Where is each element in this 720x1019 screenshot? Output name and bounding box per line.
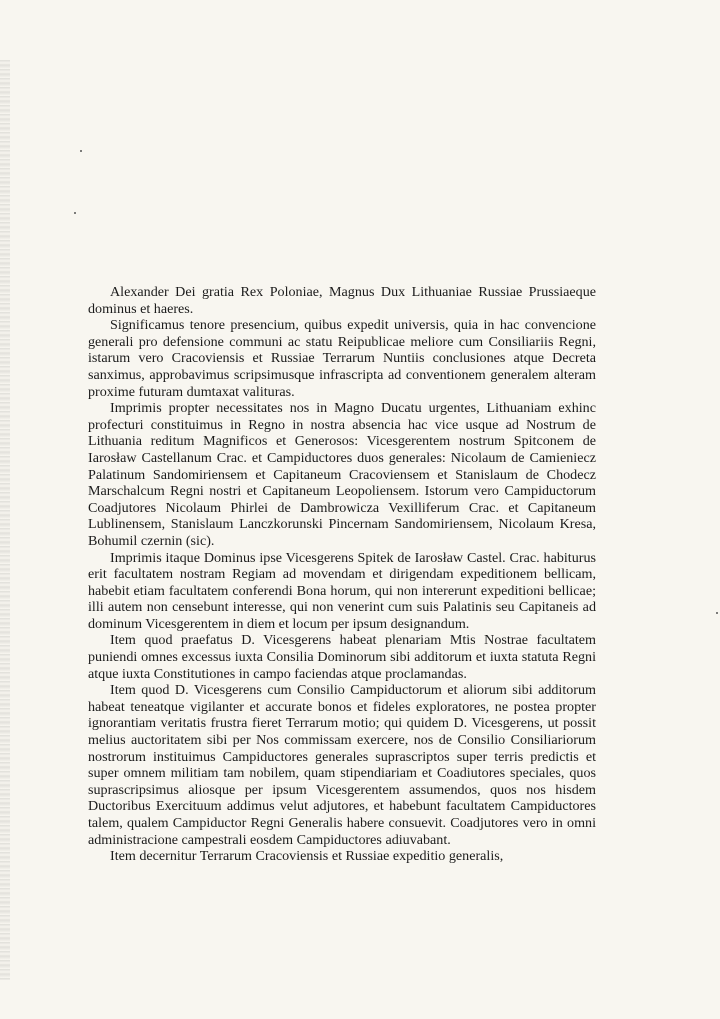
paragraph: Item quod D. Vicesgerens cum Consilio Campiductorum et aliorum sibi additorum habeat teneatque vigilanter et accurate bonos et fideles exploratores, ne postea propter ignorantiam veritatis frustra fieret Terrarum motio; qui quidem D. Vicesgerens, ut possit melius auctoritatem sibi per Nos commissam exercere, nos de Consilio Consiliariorum nostrorum instituimus Campiductores generales suprascriptos super terris predictis et super omnem militiam tam nobilem, quam stipendiariam et Coadiutores speciales, quos suprascripsimus aliosque per ipsum Vicesgerentem assumendos, quos nos hisdem Ductoribus Exercituum addimus velut adjutores, et habebunt facultatem Campiductores talem, qualem Campiductor Regni Generalis habere consuevit. Coadjutores vero in omni administracione campestrali eosdem Campiductores adiuvabant. — [88, 682, 596, 848]
paragraph: Imprimis itaque Dominus ipse Vicesgerens Spitek de Iarosław Castel. Crac. habiturus erit facultatem nostram Regiam ad movendam et dirigendam expeditionem bellicam, habebit etiam facultatem conferendi Bona horum, qui non intererunt expeditioni bellicae; illi autem non censebunt interesse, qui non venerint cum suis Palatinis seu Capitaneis ad dominum Vicesgerentem in diem et locum per ipsum designandum. — [88, 549, 596, 632]
paragraph: Imprimis propter necessitates nos in Magno Ducatu urgentes, Lithuaniam exhinc profecturi constituimus in Regno in nostra absencia hac vice usque ad Nostrum de Lithuania reditum Magnificos et Generosos: Vicesgerentem nostrum Spitconem de Iarosław Castellanum Crac. et Campiductores duos generales: Nicolaum de Camieniecz Palatinum Sandomiriensem et Capitaneum Cracoviensem et Stanislaum de Chodecz Marschalcum Regni nostri et Capitaneum Leopoliensem. Istorum vero Campiductorum Coadjutores Nicolaum Phirlei de Dambrowicza Vexilliferum Crac. et Capitaneum Lublinensem, Stanislaum Lanczkorunski Pincernam Sandomiriensem, Nicolaum Kresa, Bohumil czernin (sic). — [88, 400, 596, 549]
scan-edge-shadow — [0, 60, 10, 980]
scan-speck — [80, 150, 82, 152]
paragraph-title-line: Alexander Dei gratia Rex Poloniae, Magnus Dux Lithuaniae Russiae Prussiaeque dominus et haeres. — [88, 284, 596, 317]
paragraph: Significamus tenore presencium, quibus expedit universis, quia in hac convencione generali pro defensione communi ac statu Reipublicae meliore cum Consiliariis Regni, istarum vero Cracoviensis et Russiae Terrarum Nuntiis conclusiones atque Decreta sanximus, approbavimus scripsimusque infrascripta ad conventionem generalem alteram proxime futuram dumtaxat valituras. — [88, 317, 596, 400]
paragraph-last: Item decernitur Terrarum Cracoviensis et Russiae expeditio generalis, — [110, 848, 504, 865]
paragraph: Item quod praefatus D. Vicesgerens habeat plenariam Mtis Nostrae facultatem puniendi omnes excessus iuxta Consilia Dominorum sibi additorum et iuxta statuta Regni atque iuxta Constitutiones in campo faciendas atque proclamandas. — [88, 632, 596, 682]
scan-speck — [716, 612, 718, 614]
scan-speck — [74, 212, 76, 214]
document-body — [88, 284, 596, 865]
